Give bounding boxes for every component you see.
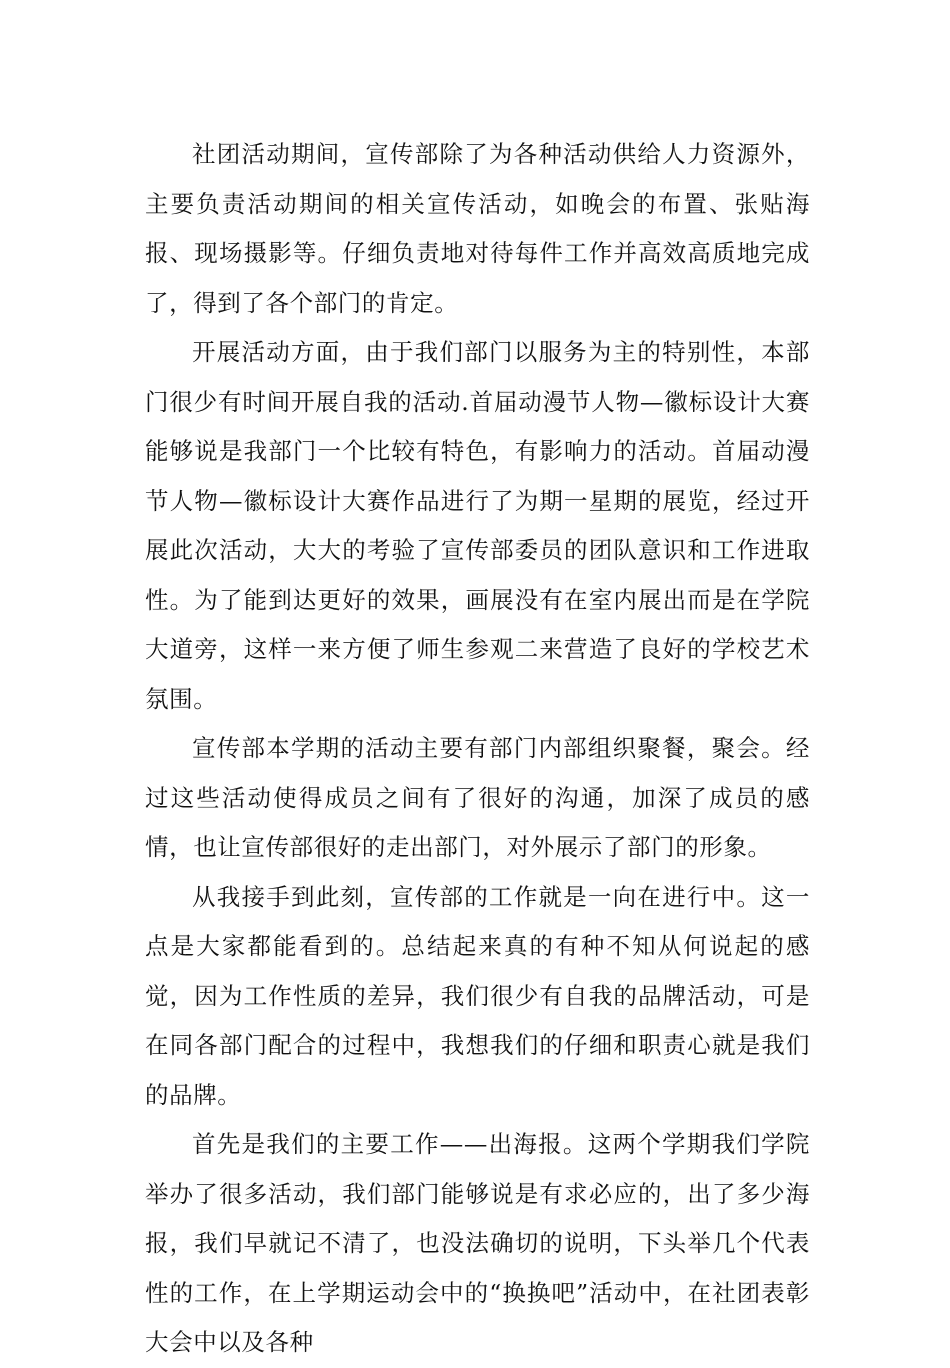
paragraph-1: 社团活动期间，宣传部除了为各种活动供给人力资源外，主要负责活动期间的相关宣传活动，如晚会的布置、张贴海报、现场摄影等。仔细负责地对待每件工作并高效高质地完成了，得到了各个部门的肯定。 (145, 140, 810, 317)
paragraph-2: 开展活动方面，由于我们部门以服务为主的特别性，本部门很少有时间开展自我的活动.首届动漫节人物—徽标设计大赛能够说是我部门一个比较有特色，有影响力的活动。首届动漫节人物—徽标设计大赛作品进行了为期一星期的展览，经过开展此次活动，大大的考验了宣传部委员的团队意识和工作进取性。为了能到达更好的效果，画展没有在室内展出而是在学院大道旁，这样一来方便了师生参观二来营造了良好的学校艺术氛围。 (145, 338, 810, 713)
paragraph-3: 宣传部本学期的活动主要有部门内部组织聚餐，聚会。经过这些活动使得成员之间有了很好的沟通，加深了成员的感情，也让宣传部很好的走出部门，对外展示了部门的形象。 (145, 734, 810, 861)
paragraph-4: 从我接手到此刻，宣传部的工作就是一向在进行中。这一点是大家都能看到的。总结起来真的有种不知从何说起的感觉，因为工作性质的差异，我们很少有自我的品牌活动，可是在同各部门配合的过程中，我想我们的仔细和职责心就是我们的品牌。 (145, 882, 810, 1109)
document-body (145, 130, 810, 1368)
paragraph-5: 首先是我们的主要工作——出海报。这两个学期我们学院举办了很多活动，我们部门能够说是有求必应的，出了多少海报，我们早就记不清了，也没法确切的说明，下头举几个代表性的工作，在上学期运动会中的“换换吧”活动中，在社团表彰大会中以及各种 (145, 1130, 810, 1356)
